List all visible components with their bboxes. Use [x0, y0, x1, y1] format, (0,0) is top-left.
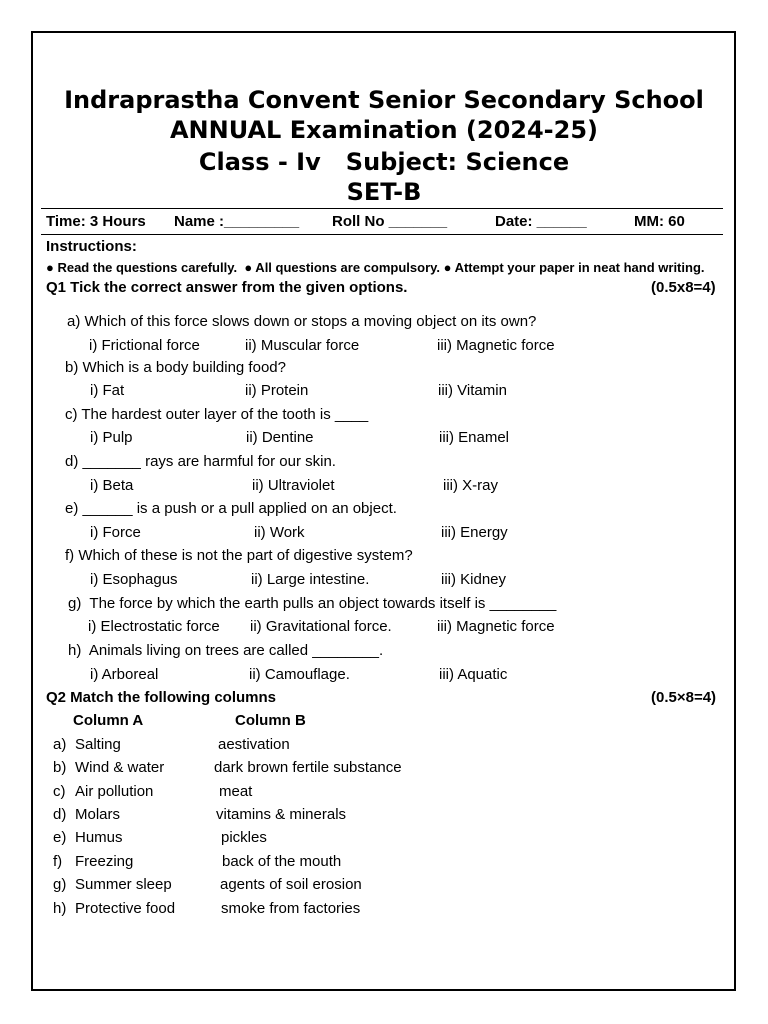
q1d-question: d) _______ rays are harmful for our skin.: [65, 453, 336, 470]
set-label: SET-B: [346, 178, 422, 206]
q1b-question: b) Which is a body building food?: [65, 359, 286, 376]
match-letter: a): [53, 736, 67, 753]
column-a-header: Column A: [73, 712, 144, 729]
q1e-option-1: i) Force: [90, 524, 141, 541]
q1h-option-3: iii) Aquatic: [439, 666, 508, 683]
q1a-option-2: ii) Muscular force: [245, 337, 360, 354]
date-field: Date: ______: [495, 213, 587, 230]
match-column-b: vitamins & minerals: [216, 806, 347, 823]
header-divider: [41, 208, 723, 209]
match-column-a: Salting: [75, 736, 121, 753]
instructions-text: ● Read the questions carefully. ● All questions are compulsory. ● Attempt your paper in neat hand writing.: [46, 260, 705, 275]
q1-marks: (0.5x8=4): [651, 279, 716, 296]
match-column-a: Protective food: [75, 900, 176, 917]
match-column-b: back of the mouth: [222, 853, 342, 870]
match-column-b: dark brown fertile substance: [214, 759, 402, 776]
match-column-a: Molars: [75, 806, 121, 823]
instructions-heading: Instructions:: [46, 238, 137, 255]
match-column-a: Freezing: [75, 853, 134, 870]
match-column-b: smoke from factories: [221, 900, 361, 917]
match-column-a: Air pollution: [75, 783, 154, 800]
q1g-option-1: i) Electrostatic force: [88, 618, 220, 635]
q1d-option-1: i) Beta: [90, 477, 134, 494]
q1g-option-3: iii) Magnetic force: [437, 618, 555, 635]
exam-title: ANNUAL Examination (2024-25): [169, 116, 599, 144]
q1c-option-3: iii) Enamel: [439, 429, 510, 446]
q1f-option-2: ii) Large intestine.: [251, 571, 370, 588]
match-column-a: Summer sleep: [75, 876, 172, 893]
q1h-option-1: i) Arboreal: [90, 666, 159, 683]
q1e-option-2: ii) Work: [254, 524, 305, 541]
match-column-b: pickles: [221, 829, 267, 846]
q1b-option-3: iii) Vitamin: [438, 382, 507, 399]
q1c-option-2: ii) Dentine: [246, 429, 314, 446]
q1a-question: a) Which of this force slows down or stops a moving object on its own?: [67, 313, 537, 330]
match-letter: d): [53, 806, 67, 823]
info-divider: [41, 234, 723, 235]
match-letter: g): [53, 876, 67, 893]
match-letter: f): [53, 853, 63, 870]
q1a-option-1: i) Frictional force: [89, 337, 200, 354]
q1f-question: f) Which of these is not the part of digestive system?: [65, 547, 413, 564]
match-letter: h): [53, 900, 67, 917]
school-name: Indraprastha Convent Senior Secondary School: [64, 86, 704, 114]
q2-marks: (0.5×8=4): [651, 689, 717, 706]
q1e-question: e) ______ is a push or a pull applied on an object.: [65, 500, 397, 517]
q1d-option-2: ii) Ultraviolet: [252, 477, 335, 494]
column-b-header: Column B: [235, 712, 306, 729]
q1c-option-1: i) Pulp: [90, 429, 133, 446]
q1a-option-3: iii) Magnetic force: [437, 337, 555, 354]
match-column-a: Humus: [75, 829, 123, 846]
time-field: Time: 3 Hours: [46, 213, 146, 230]
name-field: Name :_________: [174, 213, 300, 230]
q1b-option-2: ii) Protein: [245, 382, 309, 399]
class-subject-line: Class - Iv Subject: Science: [198, 148, 570, 176]
roll-no-field: Roll No _______: [332, 213, 448, 230]
q1f-option-1: i) Esophagus: [90, 571, 178, 588]
match-column-a: Wind & water: [75, 759, 165, 776]
q1g-option-2: ii) Gravitational force.: [250, 618, 392, 635]
match-letter: e): [53, 829, 67, 846]
q1f-option-3: iii) Kidney: [441, 571, 507, 588]
match-letter: c): [53, 783, 66, 800]
q1e-option-3: iii) Energy: [441, 524, 508, 541]
q1-title: Q1 Tick the correct answer from the given options.: [46, 279, 408, 296]
match-column-b: meat: [219, 783, 253, 800]
q2-title: Q2 Match the following columns: [46, 689, 277, 706]
match-letter: b): [53, 759, 67, 776]
q1h-question: h) Animals living on trees are called ________.: [68, 642, 384, 659]
max-marks: MM: 60: [634, 213, 685, 230]
q1c-question: c) The hardest outer layer of the tooth is ____: [65, 406, 369, 423]
match-column-b: agents of soil erosion: [220, 876, 362, 893]
q1b-option-1: i) Fat: [90, 382, 125, 399]
q1g-question: g) The force by which the earth pulls an object towards itself is ________: [68, 595, 557, 612]
q1d-option-3: iii) X-ray: [443, 477, 498, 494]
q1h-option-2: ii) Camouflage.: [249, 666, 350, 683]
match-column-b: aestivation: [218, 736, 290, 753]
